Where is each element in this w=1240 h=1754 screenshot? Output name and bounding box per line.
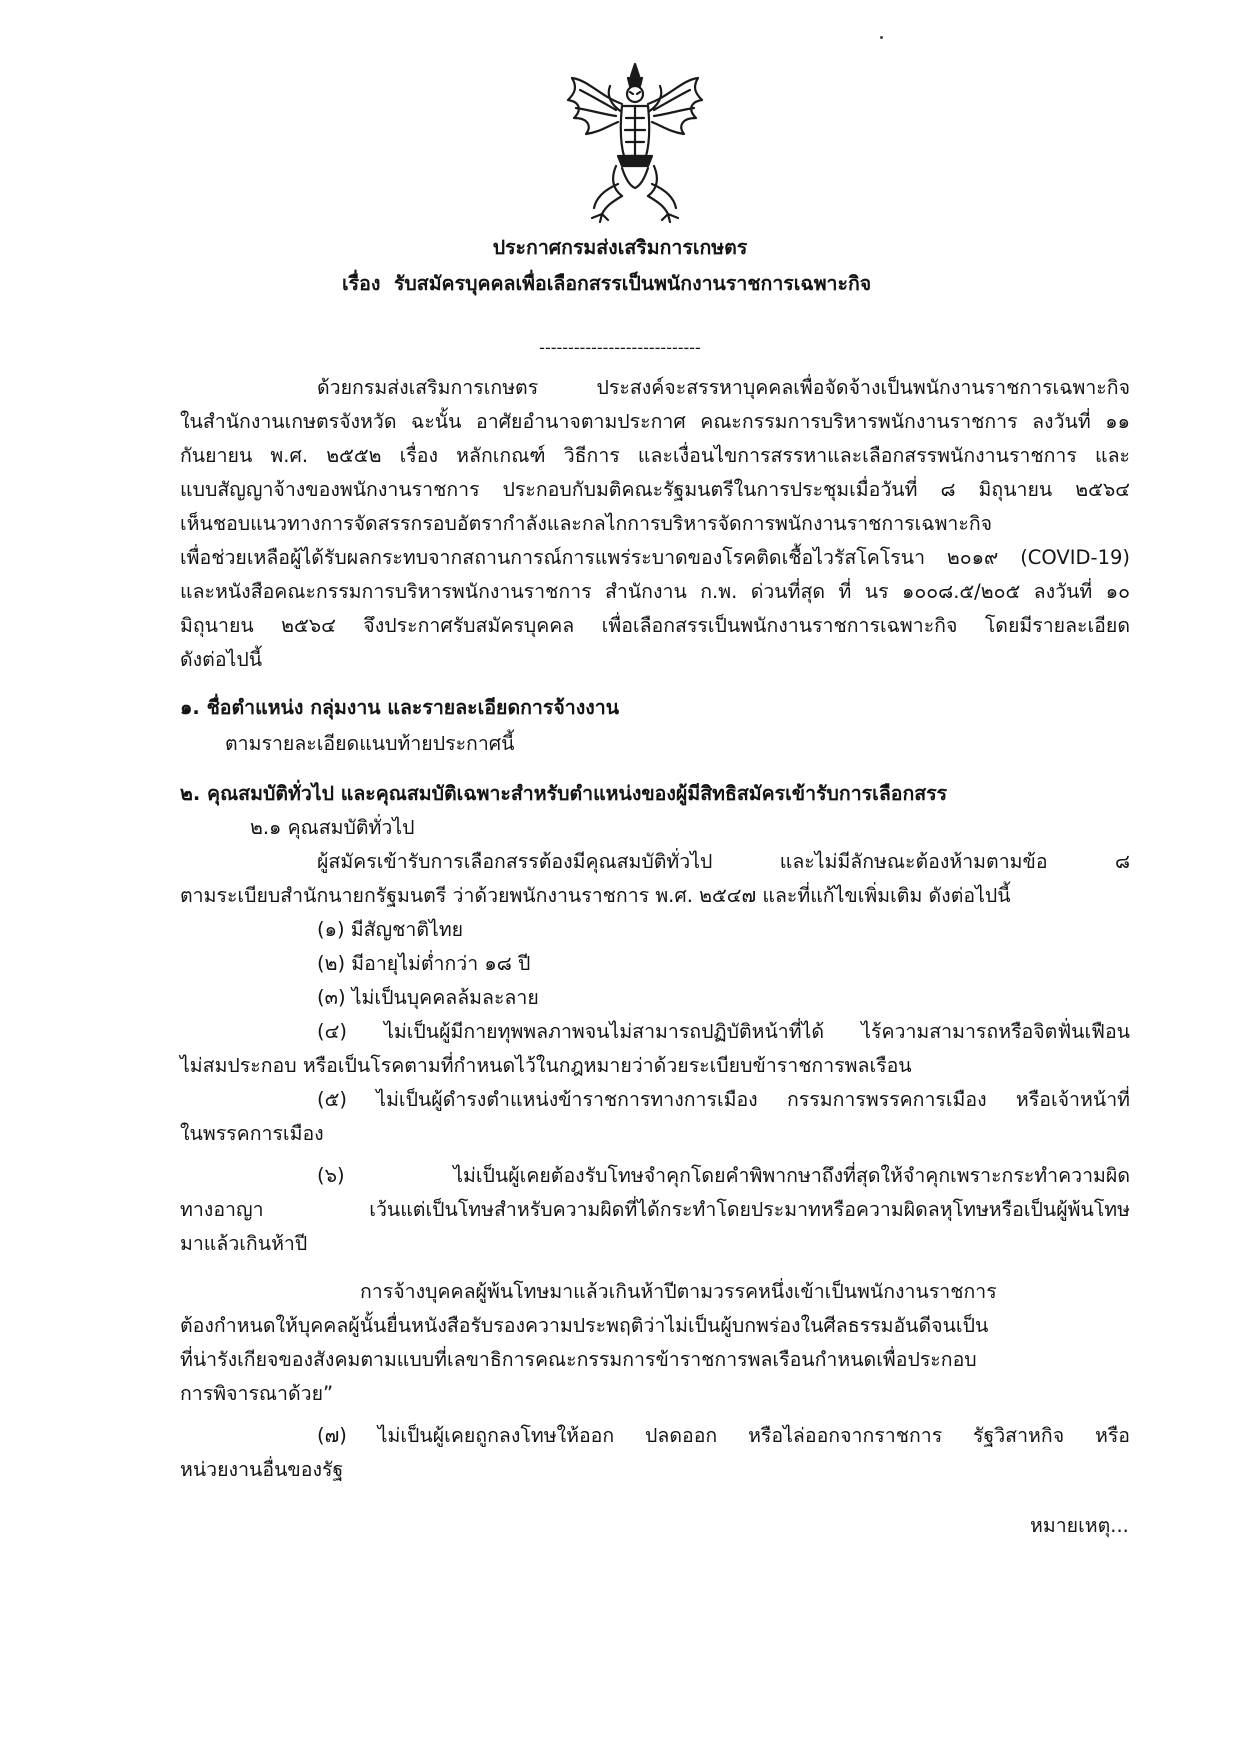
intro-line: ในสำนักงานเกษตรจังหวัด ฉะนั้น อาศัยอำนาจตามประกาศ คณะกรรมการบริหารพนักงานราชการ ลงวันที่ ๑๑ [180,410,1130,433]
section-1-heading: ๑. ชื่อตำแหน่ง กลุ่มงาน และรายละเอียดการจ้างงาน [180,696,620,719]
section-2-heading: ๒. คุณสมบัติทั่วไป และคุณสมบัติเฉพาะสำหรับตำแหน่งของผู้มีสิทธิสมัครเข้ารับการเลือกสรร [180,782,948,805]
qualification-item: (๖) ไม่เป็นผู้เคยต้องรับโทษจำคุกโดยคำพิพากษาถึงที่สุดให้จำคุกเพราะกระทำความผิด [317,1164,1130,1187]
qualification-item-cont: มาแล้วเกินห้าปี [180,1232,308,1255]
proviso-line: ต้องกำหนดให้บุคคลผู้นั้นยื่นหนังสือรับรองความประพฤติว่าไม่เป็นผู้บกพร่องในศีลธรรมอันดีจนเป็น [180,1314,989,1337]
qualification-item-cont: ไม่สมประกอบ หรือเป็นโรคตามที่กำหนดไว้ในกฎหมายว่าด้วยระเบียบข้าราชการพลเรือน [180,1054,912,1077]
intro-line: แบบสัญญาจ้างของพนักงานราชการ ประกอบกับมติคณะรัฐมนตรีในการประชุมเมื่อวันที่ ๘ มิถุนายน ๒๕๖๔ [180,478,1130,501]
qualification-item: (๕) ไม่เป็นผู้ดำรงตำแหน่งข้าราชการทางการเมือง กรรมการพรรคการเมือง หรือเจ้าหน้าที่ [317,1088,1130,1111]
section-2-lead-line: ผู้สมัครเข้ารับการเลือกสรรต้องมีคุณสมบัติทั่วไป และไม่มีลักษณะต้องห้ามตามข้อ ๘ [317,850,1130,873]
intro-line: กันยายน พ.ศ. ๒๕๕๒ เรื่อง หลักเกณฑ์ วิธีการ และเงื่อนไขการสรรหาและเลือกสรรพนักงานราชการ และ [180,444,1130,467]
qualification-item: (๑) มีสัญชาติไทย [317,918,464,941]
intro-line: ด้วยกรมส่งเสริมการเกษตร ประสงค์จะสรรหาบุคคลเพื่อจัดจ้างเป็นพนักงานราชการเฉพาะกิจ [317,376,1130,399]
subject-text: รับสมัครบุคคลเพื่อเลือกสรรเป็นพนักงานราชการเฉพาะกิจ [393,272,872,295]
qualification-item: (๓) ไม่เป็นบุคคลล้มละลาย [317,986,539,1009]
intro-line: เพื่อช่วยเหลือผู้ได้รับผลกระทบจากสถานการณ์การแพร่ระบาดของโรคติดเชื้อไวรัสโคโรนา ๒๐๑๙ (COVID-19) [180,546,1130,569]
qualification-item: (๔) ไม่เป็นผู้มีกายทุพพลภาพจนไม่สามารถปฏิบัติหน้าที่ได้ ไร้ความสามารถหรือจิตฟั่นเฟือน [317,1020,1130,1043]
continuation-note: หมายเหตุ... [1030,1514,1129,1537]
proviso-line: การจ้างบุคคลผู้พ้นโทษมาแล้วเกินห้าปีตามวรรคหนึ่งเข้าเป็นพนักงานราชการ [360,1280,997,1303]
proviso-line: การพิจารณาด้วย” [180,1382,334,1405]
intro-line: มิถุนายน ๒๕๖๔ จึงประกาศรับสมัครบุคคล เพื่อเลือกสรรเป็นพนักงานราชการเฉพาะกิจ โดยมีรายละเอียด [180,614,1130,637]
scan-speck [880,36,883,39]
section-2-1-heading: ๒.๑ คุณสมบัติทั่วไป [250,816,415,839]
qualification-item-cont: หน่วยงานอื่นของรัฐ [180,1458,344,1481]
intro-line: ดังต่อไปนี้ [180,648,263,671]
divider: ---------------------------- [539,338,701,357]
qualification-item: (๗) ไม่เป็นผู้เคยถูกลงโทษให้ออก ปลดออก หรือไล่ออกจากราชการ รัฐวิสาหกิจ หรือ [317,1424,1131,1447]
proviso-line: ที่น่ารังเกียจของสังคมตามแบบที่เลขาธิการคณะกรรมการข้าราชการพลเรือนกำหนดเพื่อประกอบ [180,1348,977,1371]
garuda-emblem-icon [560,56,710,226]
document-title: ประกาศกรมส่งเสริมการเกษตร [492,236,748,259]
intro-line: เห็นชอบแนวทางการจัดสรรกรอบอัตรากำลังและกลไกการบริหารจัดการพนักงานราชการเฉพาะกิจ [180,512,993,535]
intro-line: และหนังสือคณะกรรมการบริหารพนักงานราชการ สำนักงาน ก.พ. ด่วนที่สุด ที่ นร ๑๐๐๘.๕/๒๐๕ ลงวันที่ ๑๐ [180,580,1130,603]
section-1-body: ตามรายละเอียดแนบท้ายประกาศนี้ [225,732,515,755]
section-2-lead-line: ตามระเบียบสำนักนายกรัฐมนตรี ว่าด้วยพนักงานราชการ พ.ศ. ๒๕๔๗ และที่แก้ไขเพิ่มเติม ดังต่อไปนี้ [180,884,1011,907]
qualification-item-cont: ทางอาญา เว้นแต่เป็นโทษสำหรับความผิดที่ได้กระทำโดยประมาทหรือความผิดลหุโทษหรือเป็นผู้พ้นโทษ [180,1198,1130,1221]
subject-label: เรื่อง [342,272,381,295]
qualification-item: (๒) มีอายุไม่ต่ำกว่า ๑๘ ปี [317,952,531,975]
qualification-item-cont: ในพรรคการเมือง [180,1122,324,1145]
subject-line [342,274,871,294]
